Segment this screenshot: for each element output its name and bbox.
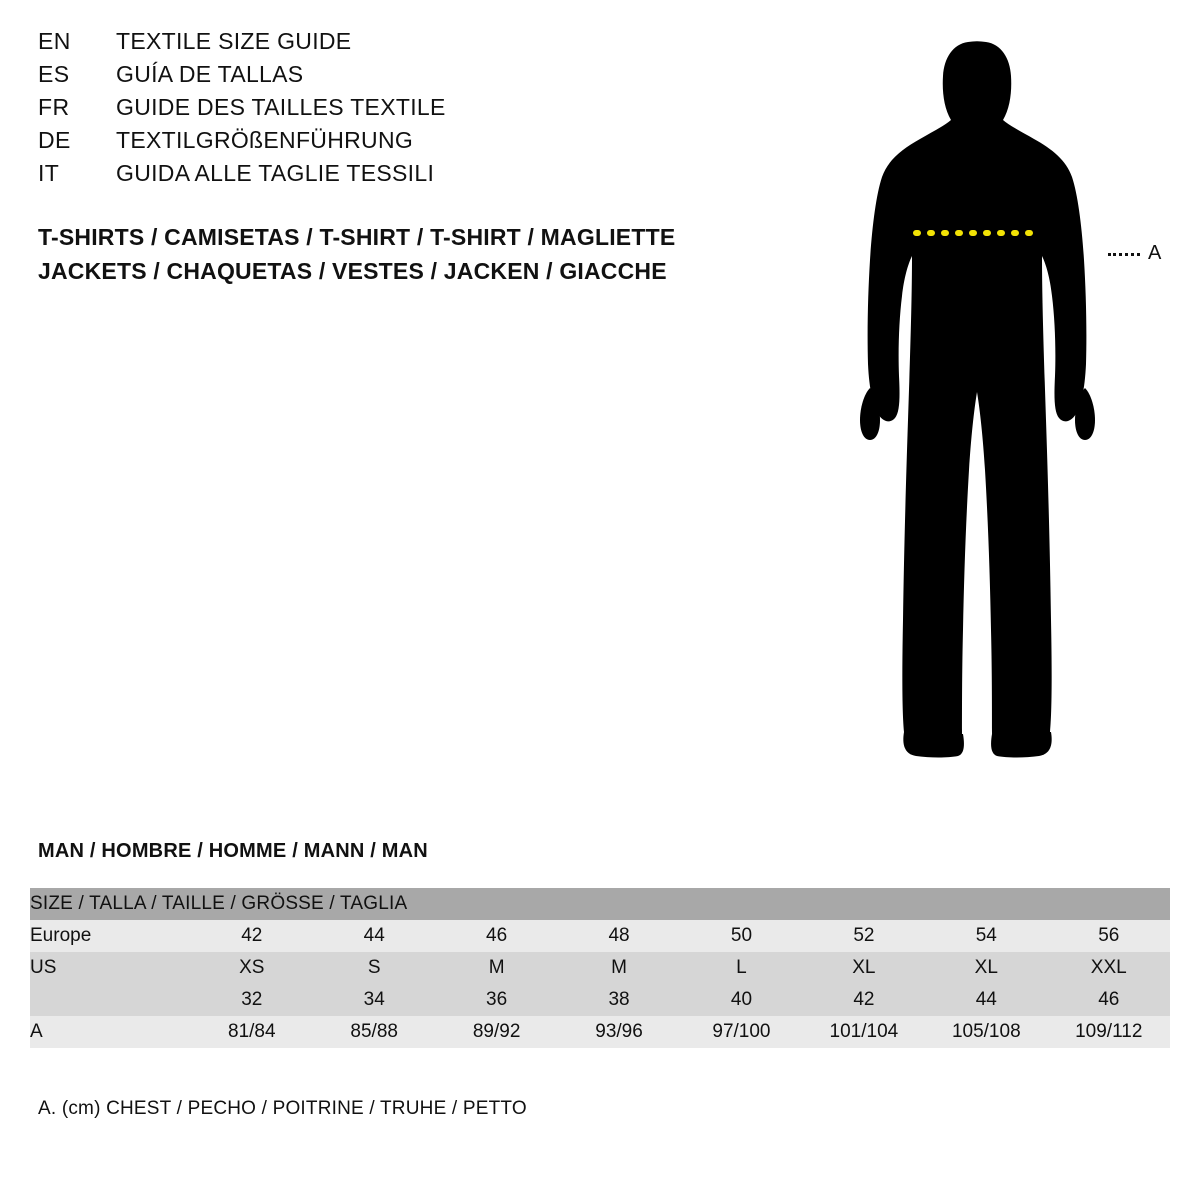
language-text-en: TEXTILE SIZE GUIDE <box>116 28 352 54</box>
cell-a-3: 93/96 <box>558 1016 680 1048</box>
cell-europe-1: 44 <box>313 920 435 952</box>
language-text-es: GUÍA DE TALLAS <box>116 61 304 87</box>
table-section-title: MAN / HOMBRE / HOMME / MANN / MAN <box>38 840 428 862</box>
cell-a-0: 81/84 <box>191 1016 313 1048</box>
language-code-fr: FR <box>38 94 70 120</box>
category-tshirts: T-SHIRTS / CAMISETAS / T-SHIRT / T-SHIRT / MAGLIETTE <box>38 224 676 250</box>
language-text-it: GUIDA ALLE TAGLIE TESSILI <box>116 160 435 186</box>
language-row-fr <box>38 94 758 127</box>
cell-europe-2: 46 <box>435 920 557 952</box>
language-list <box>38 28 758 193</box>
category-list <box>38 220 798 288</box>
cell-a-5: 101/104 <box>803 1016 925 1048</box>
cell-a-6: 105/108 <box>925 1016 1047 1048</box>
cell-a-4: 97/100 <box>680 1016 802 1048</box>
cell-us-7: XXL <box>1048 952 1170 984</box>
language-code-de: DE <box>38 127 71 153</box>
language-row-de <box>38 127 758 160</box>
language-row-en <box>38 28 758 61</box>
row-label-europe: Europe <box>30 920 191 952</box>
cell-numeric-3: 38 <box>558 984 680 1016</box>
table-row <box>30 920 1170 952</box>
cell-europe-0: 42 <box>191 920 313 952</box>
cell-us-5: XL <box>803 952 925 984</box>
table-row <box>30 1016 1170 1048</box>
cell-numeric-6: 44 <box>925 984 1047 1016</box>
cell-us-0: XS <box>191 952 313 984</box>
language-code-it: IT <box>38 160 60 186</box>
table-column-header: SIZE / TALLA / TAILLE / GRÖSSE / TAGLIA <box>30 888 1170 920</box>
cell-europe-4: 50 <box>680 920 802 952</box>
cell-a-1: 85/88 <box>313 1016 435 1048</box>
body-silhouette-figure <box>820 20 1180 780</box>
cell-europe-7: 56 <box>1048 920 1170 952</box>
cell-numeric-2: 36 <box>435 984 557 1016</box>
man-silhouette-icon <box>820 20 1180 780</box>
cell-us-1: S <box>313 952 435 984</box>
cell-europe-6: 54 <box>925 920 1047 952</box>
cell-a-7: 109/112 <box>1048 1016 1170 1048</box>
language-code-es: ES <box>38 61 70 87</box>
category-jackets: JACKETS / CHAQUETAS / VESTES / JACKEN / GIACCHE <box>38 258 667 284</box>
table-row <box>30 984 1170 1016</box>
row-label-numeric <box>30 984 191 1016</box>
language-row-es <box>38 61 758 94</box>
language-code-en: EN <box>38 28 71 54</box>
cell-numeric-5: 42 <box>803 984 925 1016</box>
table-row <box>30 952 1170 984</box>
cell-numeric-4: 40 <box>680 984 802 1016</box>
cell-numeric-0: 32 <box>191 984 313 1016</box>
row-label-us: US <box>30 952 191 984</box>
row-label-a: A <box>30 1016 191 1048</box>
cell-us-6: XL <box>925 952 1047 984</box>
cell-europe-3: 48 <box>558 920 680 952</box>
cell-us-2: M <box>435 952 557 984</box>
language-text-fr: GUIDE DES TAILLES TEXTILE <box>116 94 446 120</box>
table-header-row <box>30 888 1170 920</box>
cell-numeric-7: 46 <box>1048 984 1170 1016</box>
table-footnote: A. (cm) CHEST / PECHO / POITRINE / TRUHE / PETTO <box>38 1098 527 1119</box>
size-table <box>30 888 1170 1048</box>
language-row-it <box>38 160 758 193</box>
measure-label-a: A <box>1148 242 1162 264</box>
measure-leader-line <box>1108 253 1140 256</box>
cell-europe-5: 52 <box>803 920 925 952</box>
cell-numeric-1: 34 <box>313 984 435 1016</box>
cell-us-3: M <box>558 952 680 984</box>
cell-a-2: 89/92 <box>435 1016 557 1048</box>
language-text-de: TEXTILGRÖßENFÜHRUNG <box>116 127 414 153</box>
cell-us-4: L <box>680 952 802 984</box>
